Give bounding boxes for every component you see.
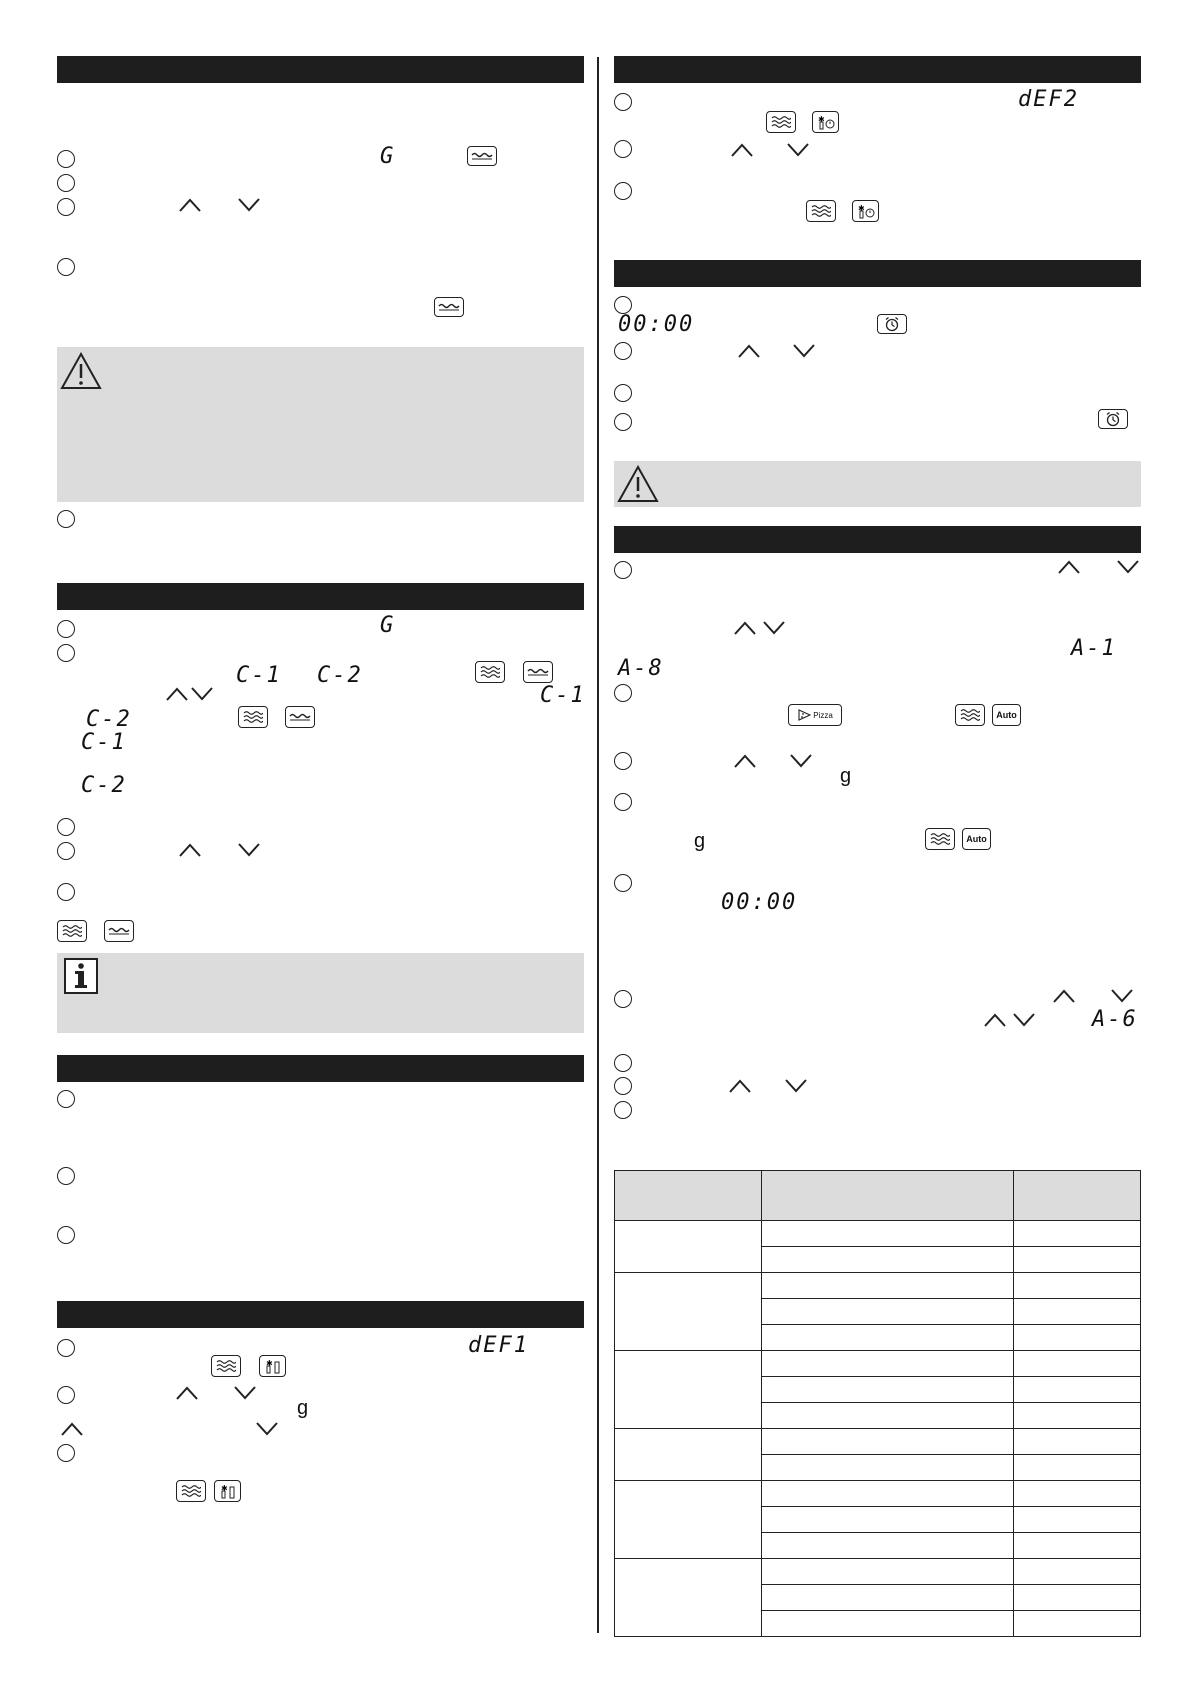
arrow-up-icon — [733, 753, 757, 769]
arrow-up-icon — [178, 197, 202, 213]
table-row — [615, 1221, 1141, 1247]
table-cell — [762, 1403, 1014, 1429]
step-marker — [57, 150, 75, 168]
table-cell — [762, 1507, 1014, 1533]
table-cell — [1014, 1429, 1141, 1455]
step-marker — [57, 198, 75, 216]
table-row — [615, 1481, 1141, 1507]
arrow-up-icon — [60, 1421, 84, 1437]
section-header-bar-3 — [57, 1055, 584, 1082]
svg-text:✱: ✱ — [817, 115, 825, 124]
display-grill-symbol: G — [380, 613, 396, 638]
step-marker — [614, 1077, 632, 1095]
table-cell — [615, 1559, 762, 1637]
grill-key-icon — [467, 146, 497, 166]
warning-triangle-icon — [617, 465, 659, 503]
display-clock: 00:00 — [721, 890, 798, 915]
table-cell — [1014, 1585, 1141, 1611]
step-marker — [614, 752, 632, 770]
step-marker — [57, 510, 75, 528]
table-cell — [1014, 1377, 1141, 1403]
arrow-down-icon — [237, 842, 261, 858]
arrow-up-icon — [178, 842, 202, 858]
arrow-up-icon — [1052, 988, 1076, 1004]
table-cell — [615, 1221, 762, 1273]
arrow-down-icon — [255, 1421, 279, 1437]
table-row — [615, 1559, 1141, 1585]
arrow-up-icon — [983, 1012, 1007, 1028]
microwave-key-icon — [925, 828, 955, 850]
table-cell — [762, 1325, 1014, 1351]
step-marker — [57, 1339, 75, 1357]
arrow-up-icon — [728, 1078, 752, 1094]
step-marker — [57, 644, 75, 662]
arrow-down-icon — [233, 1385, 257, 1401]
table-cell — [1014, 1533, 1141, 1559]
step-marker — [57, 1386, 75, 1404]
table-cell — [1014, 1299, 1141, 1325]
step-marker — [614, 1054, 632, 1072]
display-clock: 00:00 — [618, 312, 695, 337]
section-header-bar-7 — [614, 526, 1141, 553]
table-row — [615, 1429, 1141, 1455]
display-auto-program: A-6 — [1092, 1007, 1138, 1032]
clock-key-icon — [1098, 409, 1128, 429]
table-cell — [1014, 1403, 1141, 1429]
microwave-key-icon — [806, 200, 836, 222]
defrost-key-icon — [214, 1480, 241, 1502]
table-cell — [1014, 1455, 1141, 1481]
display-defrost-1: dEF1 — [468, 1333, 529, 1358]
unit-grams: g — [297, 1397, 309, 1419]
table-cell — [1014, 1273, 1141, 1299]
table-cell — [762, 1299, 1014, 1325]
grill-key-icon — [285, 706, 315, 728]
step-marker — [614, 684, 632, 702]
table-cell — [762, 1429, 1014, 1455]
table-cell — [1014, 1559, 1141, 1585]
display-defrost-2: dEF2 — [1018, 87, 1079, 112]
info-icon — [64, 958, 98, 994]
section-header-bar-2 — [57, 583, 584, 610]
display-combi-2: C-2 — [317, 663, 363, 688]
table-cell — [762, 1247, 1014, 1273]
step-marker — [614, 413, 632, 431]
grill-key-icon — [434, 297, 464, 317]
step-marker — [614, 874, 632, 892]
arrow-up-icon — [733, 620, 757, 636]
step-marker — [614, 342, 632, 360]
table-row — [615, 1351, 1141, 1377]
info-box — [57, 953, 584, 1033]
table-header-cell — [762, 1171, 1014, 1221]
table-cell — [615, 1273, 762, 1351]
arrow-up-icon — [737, 343, 761, 359]
arrow-up-icon — [730, 142, 754, 158]
step-marker — [614, 182, 632, 200]
arrow-down-icon — [784, 1078, 808, 1094]
arrow-down-icon — [190, 686, 214, 702]
step-marker — [614, 793, 632, 811]
display-auto-first: A-1 — [1071, 636, 1117, 661]
grill-key-icon — [523, 661, 553, 683]
arrow-down-icon — [1116, 559, 1140, 575]
arrow-down-icon — [786, 142, 810, 158]
arrow-down-icon — [237, 197, 261, 213]
pizza-key-label: Pizza — [813, 710, 833, 720]
auto-key: Auto — [962, 828, 991, 850]
auto-key: Auto — [992, 704, 1021, 726]
display-grill-symbol: G — [380, 144, 396, 169]
arrow-up-icon — [1057, 559, 1081, 575]
table-header-cell — [615, 1171, 762, 1221]
warning-triangle-icon — [60, 352, 102, 390]
display-combi-1: C-1 — [81, 730, 127, 755]
table-cell — [615, 1351, 762, 1429]
clock-key-icon — [877, 314, 907, 334]
microwave-key-icon — [766, 111, 796, 133]
display-auto-last: A-8 — [618, 656, 664, 681]
step-marker — [57, 258, 75, 276]
step-marker — [57, 818, 75, 836]
display-combi-2: C-2 — [86, 707, 132, 732]
step-marker — [614, 384, 632, 402]
table-cell — [762, 1481, 1014, 1507]
display-combi-2: C-2 — [81, 773, 127, 798]
step-marker — [57, 1090, 75, 1108]
step-marker — [57, 620, 75, 638]
table-cell — [1014, 1351, 1141, 1377]
step-marker — [57, 1444, 75, 1462]
step-marker — [614, 140, 632, 158]
svg-text:✱: ✱ — [220, 1484, 228, 1493]
defrost-timer-key-icon — [852, 200, 879, 222]
arrow-down-icon — [1012, 1012, 1036, 1028]
table-cell — [762, 1273, 1014, 1299]
step-marker — [614, 990, 632, 1008]
microwave-key-icon — [955, 704, 985, 726]
svg-text:✱: ✱ — [857, 204, 865, 213]
microwave-key-icon — [176, 1480, 206, 1502]
arrow-down-icon — [792, 343, 816, 359]
step-marker — [57, 174, 75, 192]
section-header-bar-1 — [57, 56, 584, 83]
column-divider — [597, 57, 599, 1633]
table-cell — [762, 1455, 1014, 1481]
table-cell — [762, 1377, 1014, 1403]
table-cell — [1014, 1221, 1141, 1247]
table-cell — [762, 1351, 1014, 1377]
step-marker — [57, 883, 75, 901]
unit-grams: g — [840, 765, 852, 787]
warning-box — [614, 461, 1141, 507]
section-header-bar-4 — [57, 1301, 584, 1328]
microwave-key-icon — [211, 1355, 241, 1377]
step-marker — [614, 561, 632, 579]
microwave-key-icon — [475, 661, 505, 683]
svg-text:✱: ✱ — [265, 1359, 273, 1368]
table-cell — [762, 1559, 1014, 1585]
auto-program-table — [614, 1170, 1141, 1637]
table-header-cell — [1014, 1171, 1141, 1221]
arrow-up-icon — [165, 686, 189, 702]
table-cell — [1014, 1247, 1141, 1273]
defrost-timer-key-icon — [812, 111, 839, 133]
table-row — [615, 1273, 1141, 1299]
table-cell — [615, 1481, 762, 1559]
arrow-down-icon — [762, 620, 786, 636]
table-cell — [762, 1221, 1014, 1247]
table-cell — [762, 1611, 1014, 1637]
step-marker — [614, 1101, 632, 1119]
step-marker — [614, 93, 632, 111]
table-cell — [615, 1429, 762, 1481]
table-cell — [1014, 1325, 1141, 1351]
step-marker — [57, 1226, 75, 1244]
table-cell — [1014, 1611, 1141, 1637]
display-combi-1: C-1 — [540, 683, 586, 708]
table-cell — [762, 1533, 1014, 1559]
arrow-down-icon — [1110, 988, 1134, 1004]
defrost-key-icon — [259, 1355, 286, 1377]
table-cell — [1014, 1507, 1141, 1533]
pizza-key — [788, 704, 842, 726]
table-cell — [1014, 1481, 1141, 1507]
table-header-row — [615, 1171, 1141, 1221]
step-marker — [57, 1167, 75, 1185]
arrow-up-icon — [175, 1385, 199, 1401]
microwave-key-icon — [57, 920, 87, 942]
unit-grams: g — [694, 830, 706, 852]
arrow-down-icon — [789, 753, 813, 769]
table-cell — [762, 1585, 1014, 1611]
grill-key-icon — [104, 920, 134, 942]
warning-box — [57, 347, 584, 502]
section-header-bar-6 — [614, 260, 1141, 287]
microwave-key-icon — [238, 706, 268, 728]
section-header-bar-5 — [614, 56, 1141, 83]
display-combi-1: C-1 — [236, 663, 282, 688]
step-marker — [57, 842, 75, 860]
